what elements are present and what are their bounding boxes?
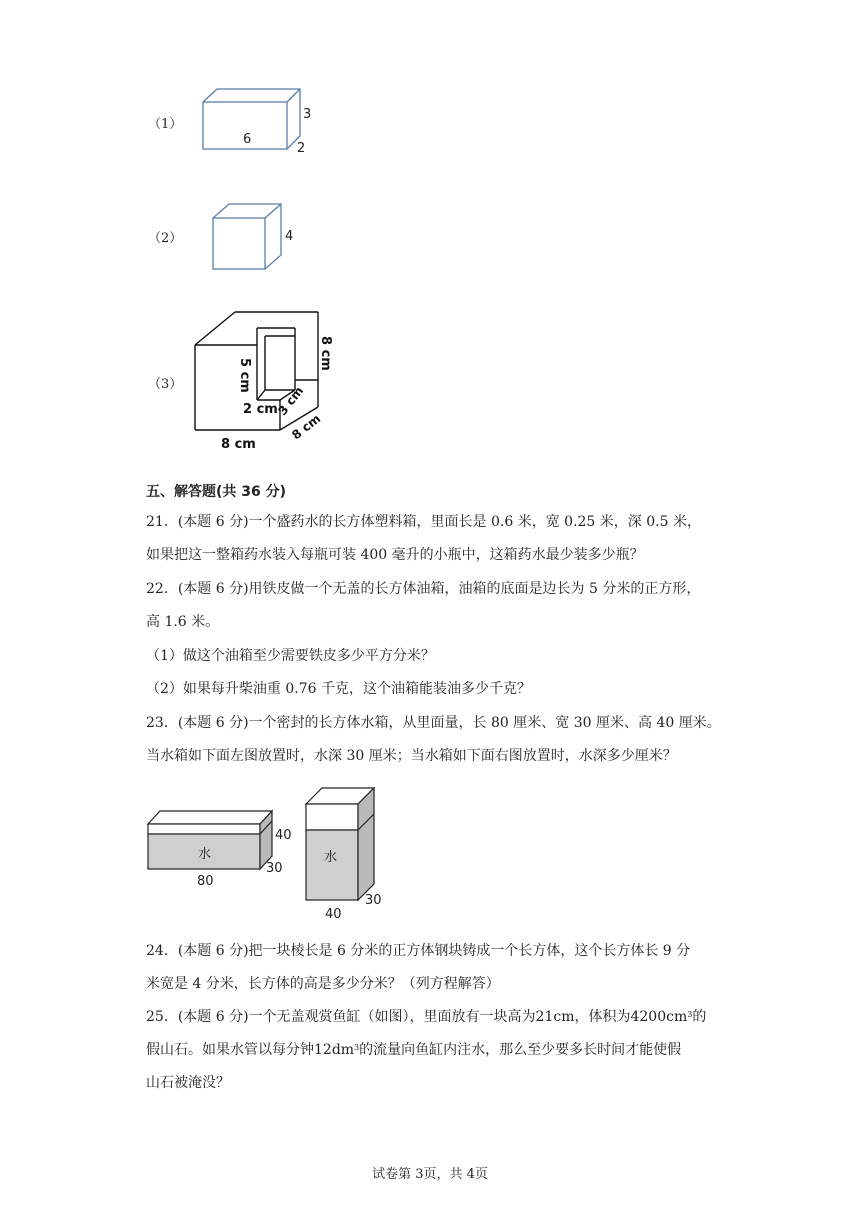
fig3-notch-depth-label: 3 cm	[275, 383, 307, 418]
tank-left-figure	[142, 798, 302, 890]
q21-line-1: 21．(本题 6 分)一个盛药水的长方体塑料箱，里面长是 0.6 米，宽 0.25 米，深 0.5 米，	[146, 514, 701, 530]
q22-line-2: 高 1.6 米。	[146, 614, 220, 630]
page-footer: 试卷第 3页，共 4页	[372, 1167, 488, 1182]
tank-right-figure	[298, 782, 388, 922]
q22-sub-1: （1）做这个油箱至少需要铁皮多少平方分米？	[146, 648, 435, 664]
section-5-title: 五、解答题(共 36 分)	[146, 484, 287, 500]
q21-line-2: 如果把这一整箱药水装入每瓶可装 400 毫升的小瓶中，这箱药水最少装多少瓶？	[146, 547, 644, 563]
fig3-total-height-label: 8 cm	[318, 336, 333, 371]
fig3-notch-width-label: 2 cm	[243, 402, 278, 417]
figure-3-label: （3）	[148, 377, 183, 392]
q25-line-2: 假山石。如果水管以每分钟$12dm^3$的流量向鱼缸内注水，那么至少要多长时间才能使假	[146, 1042, 682, 1058]
fig3-notch-height-label: 5 cm	[237, 358, 252, 393]
fig1-width-label: 2	[297, 141, 306, 156]
q22-line-1: 22．(本题 6 分)用铁皮做一个无盖的长方体油箱，油箱的底面是边长为 5 分米的正方形，	[146, 581, 701, 597]
tank-right-water-label: 水	[324, 850, 338, 865]
q25-line-1: 25．(本题 6 分)一个无盖观赏鱼缸（如图），里面放有一块高为21cm，体积为$4200cm^3$的	[146, 1009, 707, 1025]
cuboid-figure-1	[190, 80, 330, 160]
cube-figure-2	[205, 198, 305, 278]
tank-left-length-label: 80	[197, 874, 214, 889]
q24-line-1: 24．(本题 6 分)把一块棱长是 6 分米的正方体钢块铸成一个长方体，这个长方体长 9 分	[146, 943, 691, 959]
tank-left-water-label: 水	[198, 847, 212, 862]
figure-1-label: （1）	[148, 117, 183, 132]
q25-flow-value: 12dm	[314, 1042, 355, 1058]
fig3-depth-label: 8 cm	[289, 411, 324, 443]
q25-line-3: 山石被淹没？	[146, 1075, 230, 1091]
q25-height-value: 21cm	[535, 1009, 575, 1025]
fig1-height-label: 3	[303, 107, 312, 122]
figure-2-label: （2）	[148, 231, 183, 246]
q24-line-2: 米宽是 4 分米，长方体的高是多少分米？（列方程解答）	[146, 976, 500, 992]
q22-sub-2: （2）如果每升柴油重 0.76 千克，这个油箱能装油多少千克？	[146, 681, 531, 697]
fig3-base-width-label: 8 cm	[221, 437, 256, 452]
tank-right-width-label: 30	[365, 893, 382, 908]
tank-left-height-label: 40	[275, 828, 292, 843]
q25-volume-value: 4200cm	[630, 1009, 688, 1025]
q23-line-2: 当水箱如下面左图放置时，水深 30 厘米；当水箱如下面右图放置时，水深多少厘米？	[146, 748, 677, 764]
fig1-length-label: 6	[243, 132, 252, 147]
fig2-edge-label: 4	[285, 229, 294, 244]
tank-right-length-label: 40	[325, 907, 342, 922]
notched-cube-figure-3	[185, 300, 345, 460]
q23-line-1: 23．(本题 6 分)一个密封的长方体水箱，从里面量，长 80 厘米、宽 30 厘米、高 40 厘米。	[146, 715, 721, 731]
tank-left-width-label: 30	[266, 861, 283, 876]
